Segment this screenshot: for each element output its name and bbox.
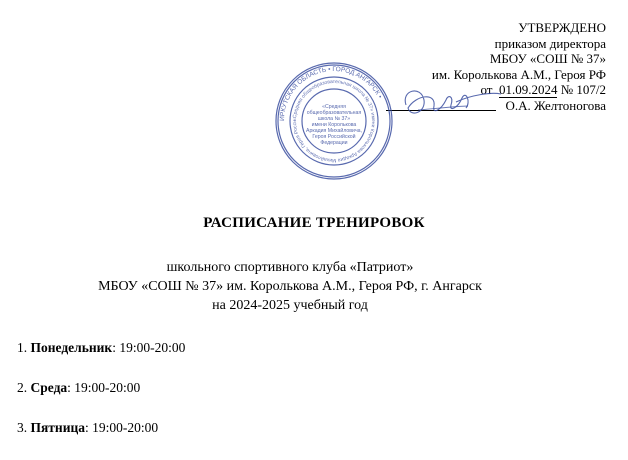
schedule-item-day: Среда <box>30 380 68 395</box>
school-seal <box>273 60 395 182</box>
seal-ring-text: «Средняя общеобразовательная школа № 37» имени Королькова Аркадия Михайловича, Героя Росси <box>291 78 377 164</box>
schedule-item-number: 1. <box>17 340 28 355</box>
approval-heading: УТВЕРЖДЕНО <box>518 20 606 35</box>
schedule-item-day: Пятница <box>30 420 86 435</box>
schedule-item-number: 2. <box>17 380 28 395</box>
subtitle-school: МБОУ «СОШ № 37» им. Королькова А.М., Героя РФ, г. Ангарск <box>98 279 482 294</box>
subtitle-club: школьного спортивного клуба «Патриот» <box>166 260 414 275</box>
schedule-item-time: : 19:00-20:00 <box>85 420 159 435</box>
approval-order: приказом директора <box>494 35 606 51</box>
approval-date-prefix: от <box>480 82 493 97</box>
schedule-item-time: : 19:00-20:00 <box>112 340 186 355</box>
schedule-item <box>17 380 185 396</box>
subtitle-year: на 2024-2025 учебный год <box>212 298 368 313</box>
approval-named-after: им. Королькова А.М., Героя РФ <box>431 66 606 82</box>
approval-school: МБОУ «СОШ № 37» <box>489 51 606 66</box>
document-title: РАСПИСАНИЕ ТРЕНИРОВОК <box>203 215 425 231</box>
schedule-item-time: : 19:00-20:00 <box>67 380 141 395</box>
approval-date: 01.09.2024 <box>498 82 558 97</box>
schedule-item-day: Понедельник <box>30 340 113 355</box>
approval-number: № 107/2 <box>560 82 606 97</box>
director-signature <box>396 80 506 125</box>
seal-center-text: «Средняя общеобразовательная школа № 37» имени Королькова Аркадия Михайловича, Героя Российской Федерации <box>306 104 362 146</box>
schedule-item-number: 3. <box>17 420 28 435</box>
approval-signer: О.А. Желтоногова <box>346 98 606 114</box>
schedule-item <box>17 340 185 356</box>
seal-outer-text: ИРКУТСКАЯ ОБЛАСТЬ • ГОРОД АНГАРСК • <box>278 65 384 122</box>
schedule-list <box>17 340 185 460</box>
schedule-item <box>17 420 185 436</box>
